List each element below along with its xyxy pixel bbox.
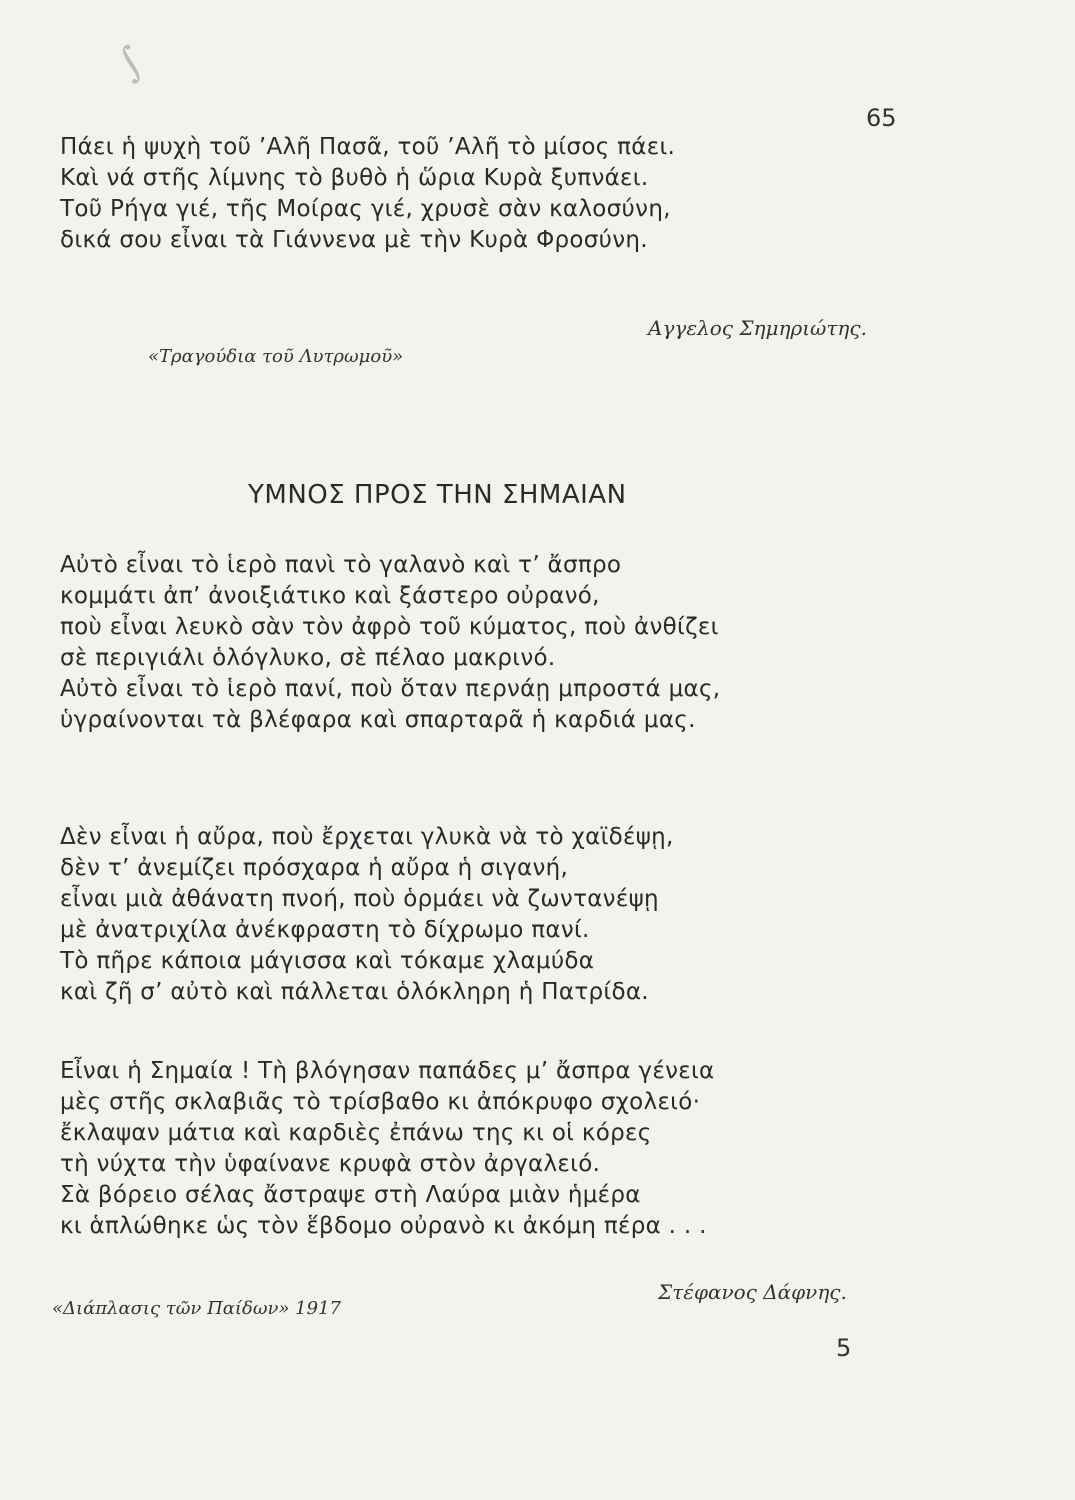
verse-line: ὑγραίνονται τὰ βλέφαρα καὶ σπαρταρᾶ ἡ καρδιά μας.: [60, 707, 696, 733]
verse-line: Σὰ βόρειο σέλας ἄστραψε στὴ Λαύρα μιὰν ἡμέρα: [60, 1182, 641, 1208]
poem1-source: «Τραγούδια τοῦ Λυτρωμοῦ»: [148, 346, 404, 367]
footer-number: 5: [836, 1334, 852, 1362]
verse-line: Δὲν εἶναι ἡ αὔρα, ποὺ ἔρχεται γλυκὰ νὰ τὸ χαϊδέψῃ,: [60, 824, 674, 850]
poem2-stanza-3: [60, 1056, 715, 1242]
page-number: 65: [866, 104, 897, 132]
poem2-stanza-2: [60, 822, 674, 1008]
verse-line: εἶναι μιὰ ἀθάνατη πνοή, ποὺ ὁρμάει νὰ ζωντανέψῃ: [60, 886, 659, 912]
verse-line: ποὺ εἶναι λευκὸ σὰν τὸν ἀφρὸ τοῦ κύματος, ποὺ ἀνθίζει: [60, 614, 719, 640]
pencil-mark: ∫: [108, 38, 153, 88]
verse-line: μὲ ἀνατριχίλα ἀνέκφραστη τὸ δίχρωμο πανί.: [60, 917, 590, 943]
verse-line: Πάει ἡ ψυχὴ τοῦ ’Αλῆ Πασᾶ, τοῦ ’Αλῆ τὸ μίσος πάει.: [60, 134, 676, 160]
verse-line: Καὶ νά στῆς λίμνης τὸ βυθὸ ἡ ὥρια Κυρὰ ξυπνάει.: [60, 165, 649, 191]
verse-line: Εἶναι ἡ Σημαία ! Τὴ βλόγησαν παπάδες μ’ ἄσπρα γένεια: [60, 1058, 715, 1084]
verse-line: σὲ περιγιάλι ὁλόγλυκο, σὲ πέλαο μακρινό.: [60, 645, 556, 671]
verse-line: Αὐτὸ εἶναι τὸ ἱερὸ πανί, ποὺ ὅταν περνάῃ μπροστά μας,: [60, 676, 721, 702]
poem2-author: Στέφανος Δάφνης.: [658, 1280, 847, 1304]
poem-title: ΥΜΝΟΣ ΠΡΟΣ ΤΗΝ ΣΗΜΑΙΑΝ: [248, 480, 627, 510]
verse-line: μὲς στῆς σκλαβιᾶς τὸ τρίσβαθο κι ἀπόκρυφο σχολειό·: [60, 1089, 701, 1115]
verse-line: δικά σου εἶναι τὰ Γιάννενα μὲ τὴν Κυρὰ Φροσύνη.: [60, 227, 648, 253]
poem1-author: Αγγελος Σημηριώτης.: [648, 316, 867, 340]
verse-line: καὶ ζῆ σ’ αὐτὸ καὶ πάλλεται ὁλόκληρη ἡ Πατρίδα.: [60, 979, 649, 1005]
verse-line: τὴ νύχτα τὴν ὑφαίνανε κρυφὰ στὸν ἀργαλειό.: [60, 1151, 601, 1177]
poem2-stanza-1: [60, 550, 720, 736]
poem2-source: «Διάπλασις τῶν Παίδων» 1917: [52, 1298, 341, 1319]
verse-line: Τὸ πῆρε κάποια μάγισσα καὶ τόκαμε χλαμύδα: [60, 948, 595, 974]
verse-line: ἔκλαψαν μάτια καὶ καρδιὲς ἐπάνω της κι οἱ κόρες: [60, 1120, 652, 1146]
verse-line: Τοῦ Ρήγα γιέ, τῆς Μοίρας γιέ, χρυσὲ σὰν καλοσύνη,: [60, 196, 671, 222]
verse-line: δὲν τ’ ἀνεμίζει πρόσχαρα ἡ αὔρα ἡ σιγανή,: [60, 855, 569, 881]
verse-line: Αὐτὸ εἶναι τὸ ἱερὸ πανὶ τὸ γαλανὸ καὶ τ’ ἄσπρο: [60, 552, 622, 578]
verse-line: κομμάτι ἀπ’ ἀνοιξιάτικο καὶ ξάστερο οὐρανό,: [60, 583, 600, 609]
poem1-stanza: [60, 132, 675, 256]
verse-line: κι ἁπλώθηκε ὡς τὸν ἕβδομο οὐρανὸ κι ἀκόμη πέρα . . .: [60, 1213, 707, 1239]
